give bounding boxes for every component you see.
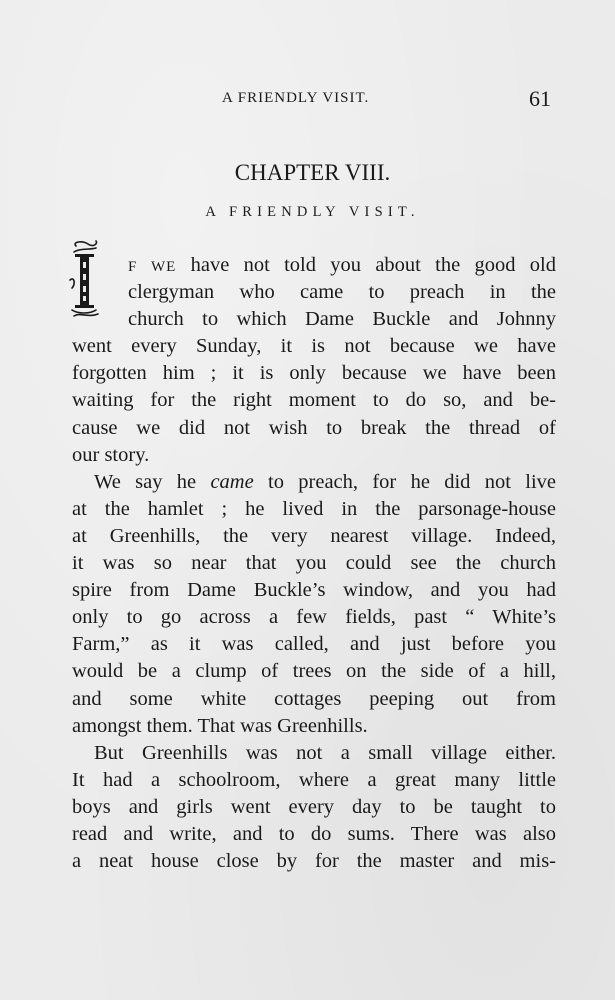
text-line: We say he came to preach, for he did not live (94, 470, 557, 493)
text-line: a neat house close by for the master and mis- (72, 850, 556, 873)
text-line: waiting for the right moment to do so, and be- (72, 389, 556, 412)
body-text (72, 252, 556, 875)
chapter-subtitle: A FRIENDLY VISIT. (205, 204, 420, 220)
text-line: it was so near that you could see the church (72, 552, 556, 575)
text-line: Farm,” as it was called, and just before you (72, 633, 556, 656)
text-line: at Greenhills, the very nearest village. Indeed, (72, 524, 556, 547)
text-line: our story. (72, 443, 150, 466)
running-head: A FRIENDLY VISIT. (222, 90, 370, 106)
text-line: forgotten him ; it is only because we have been (72, 362, 556, 385)
text-line: But Greenhills was not a small village either. (94, 741, 556, 764)
text-line: boys and girls went every day to be taught to (72, 795, 556, 818)
text-line: It had a schoolroom, where a great many little (72, 768, 556, 791)
text-line: would be a clump of trees on the side of a hill, (72, 660, 556, 683)
italic-word: came (210, 470, 254, 493)
text-line: cause we did not wish to break the thread of (72, 416, 556, 439)
text-line: amongst them. That was Greenhills. (72, 714, 368, 737)
text-line: at the hamlet ; he lived in the parsonage-house (72, 497, 556, 520)
text-line: read and write, and to do sums. There was also (72, 822, 556, 845)
text-line: only to go across a few fields, past “ White’s (72, 606, 556, 629)
text-line: spire from Dame Buckle’s window, and you had (72, 579, 556, 602)
text-line: and some white cottages peeping out from (72, 687, 556, 710)
text-line: clergyman who came to preach in the (128, 281, 556, 304)
text-line: F WE have not told you about the good old (128, 254, 556, 276)
page-number: 61 (529, 86, 551, 111)
dropcap-letter: I (84, 285, 85, 286)
chapter-title: CHAPTER VIII. (234, 160, 391, 185)
text-line: church to which Dame Buckle and Johnny (128, 308, 556, 331)
dropcap-continuation: F WE (128, 259, 177, 275)
text-line: went every Sunday, it is not because we have (72, 335, 556, 358)
